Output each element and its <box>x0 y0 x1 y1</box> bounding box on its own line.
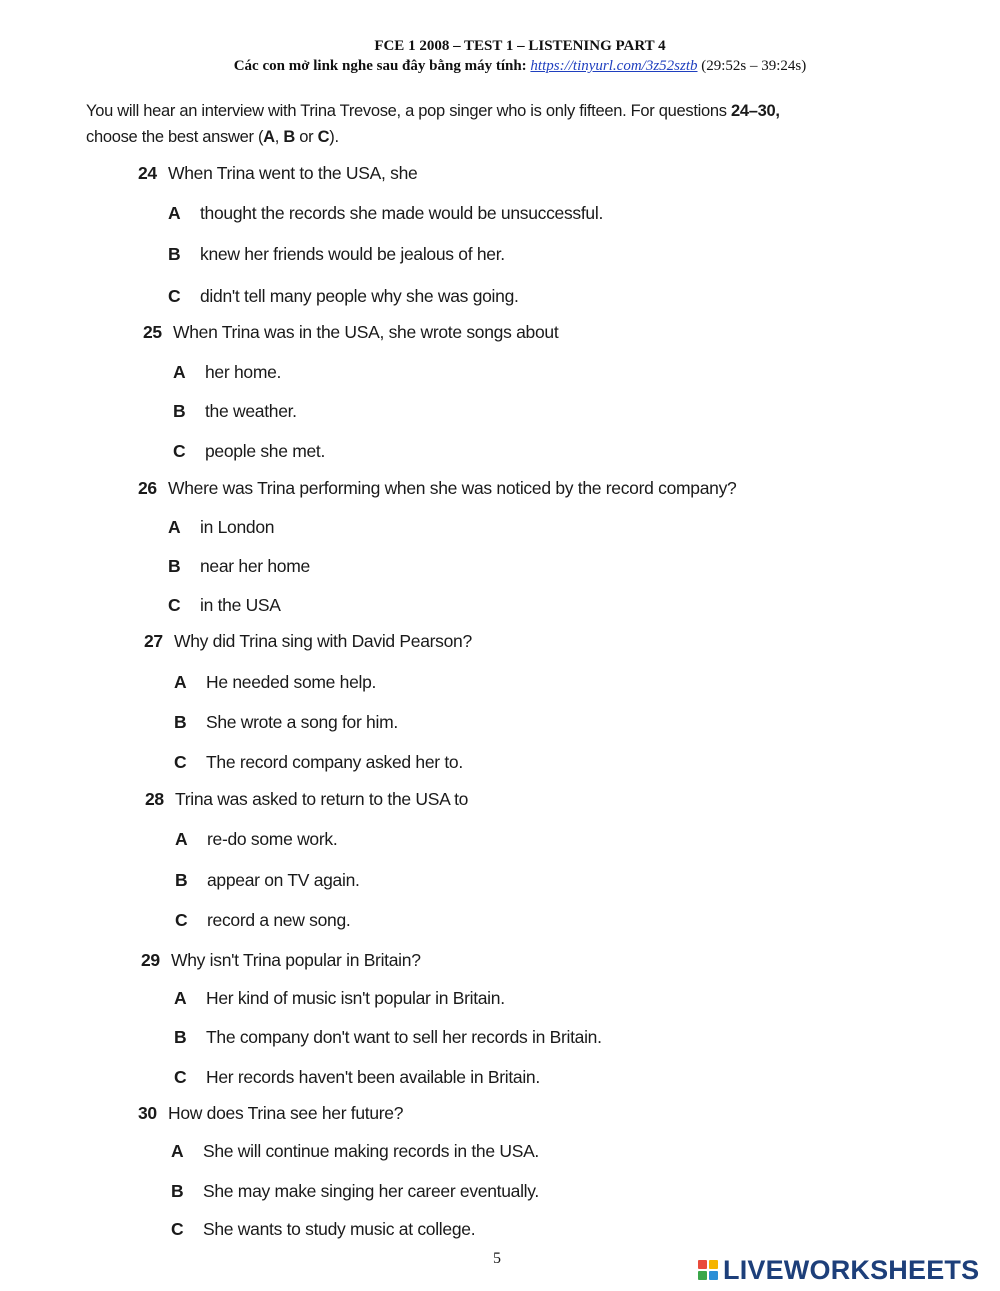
option-25-b[interactable] <box>173 401 297 422</box>
separator: , <box>274 128 284 146</box>
option-28-c[interactable] <box>175 910 350 931</box>
option-letter: C <box>168 595 181 615</box>
question-27 <box>144 631 472 652</box>
option-text: He needed some help. <box>206 672 377 692</box>
option-text: record a new song. <box>207 910 351 930</box>
document-header <box>0 36 1000 76</box>
option-letter: B <box>174 1027 187 1047</box>
option-text: She wrote a song for him. <box>206 712 398 732</box>
option-text: in the USA <box>200 595 281 615</box>
option-26-c[interactable] <box>168 595 281 616</box>
audio-link[interactable]: https://tinyurl.com/3z52sztb <box>530 58 698 74</box>
option-text: didn't tell many people why she was going. <box>200 286 519 306</box>
question-text: Trina was asked to return to the USA to <box>175 789 469 809</box>
question-number: 25 <box>143 322 162 342</box>
option-text: The company don't want to sell her records in Britain. <box>206 1027 602 1047</box>
separator: or <box>294 128 318 146</box>
option-text: Her kind of music isn't popular in Britain. <box>206 988 505 1008</box>
question-28 <box>145 789 468 810</box>
option-text: appear on TV again. <box>207 870 360 890</box>
question-number: 28 <box>145 789 164 809</box>
liveworksheets-logo-icon <box>698 1260 718 1280</box>
question-number: 29 <box>141 950 160 970</box>
option-letter: B <box>171 1181 184 1201</box>
option-27-b[interactable] <box>174 712 398 733</box>
option-letter: C <box>174 752 187 772</box>
page-subtitle <box>0 56 1000 76</box>
option-30-b[interactable] <box>171 1181 539 1202</box>
option-letter: C <box>175 910 188 930</box>
choice-b-label: B <box>283 128 295 146</box>
option-text: She wants to study music at college. <box>203 1219 476 1239</box>
option-29-b[interactable] <box>174 1027 602 1048</box>
option-letter: B <box>168 556 181 576</box>
option-letter: A <box>175 829 188 849</box>
instructions-line2: choose the best answer ( <box>86 128 264 146</box>
option-24-b[interactable] <box>168 244 505 265</box>
subtitle-text: Các con mở link nghe sau đây bằng máy tính: <box>233 58 527 74</box>
option-text: re-do some work. <box>207 829 338 849</box>
question-text: Why isn't Trina popular in Britain? <box>171 950 421 970</box>
option-letter: C <box>168 286 181 306</box>
option-letter: A <box>171 1141 184 1161</box>
logo-square <box>709 1260 718 1269</box>
option-letter: A <box>168 203 181 223</box>
option-29-c[interactable] <box>174 1067 540 1088</box>
option-27-a[interactable] <box>174 672 376 693</box>
logo-square <box>698 1271 707 1280</box>
option-text: The record company asked her to. <box>206 752 463 772</box>
option-24-a[interactable] <box>168 203 603 224</box>
option-29-a[interactable] <box>174 988 505 1009</box>
logo-text: LIVEWORKSHEETS <box>723 1254 980 1285</box>
option-text: near her home <box>200 556 310 576</box>
option-26-b[interactable] <box>168 556 310 577</box>
option-text: in London <box>200 517 275 537</box>
instructions <box>86 98 846 150</box>
option-text: Her records haven't been available in Britain. <box>206 1067 540 1087</box>
question-text: When Trina went to the USA, she <box>168 163 418 183</box>
option-letter: A <box>174 672 187 692</box>
option-28-a[interactable] <box>175 829 337 850</box>
option-30-a[interactable] <box>171 1141 539 1162</box>
option-25-c[interactable] <box>173 441 325 462</box>
option-30-c[interactable] <box>171 1219 475 1240</box>
option-letter: B <box>168 244 181 264</box>
option-text: knew her friends would be jealous of her. <box>200 244 505 264</box>
logo-square <box>709 1271 718 1280</box>
option-text: thought the records she made would be unsuccessful. <box>200 203 604 223</box>
question-number: 26 <box>138 478 157 498</box>
option-text: people she met. <box>205 441 326 461</box>
question-range: 24–30, <box>731 102 780 120</box>
option-24-c[interactable] <box>168 286 519 307</box>
choice-a-label: A <box>263 128 275 146</box>
question-number: 27 <box>144 631 163 651</box>
option-25-a[interactable] <box>173 362 281 383</box>
question-26 <box>138 478 736 499</box>
question-text: Why did Trina sing with David Pearson? <box>174 631 472 651</box>
option-26-a[interactable] <box>168 517 274 538</box>
option-letter: B <box>173 401 186 421</box>
option-text: She may make singing her career eventually. <box>203 1181 539 1201</box>
option-letter: A <box>174 988 187 1008</box>
option-text: She will continue making records in the USA. <box>203 1141 539 1161</box>
question-number: 24 <box>138 163 157 183</box>
option-letter: B <box>175 870 188 890</box>
question-25 <box>143 322 558 343</box>
option-28-b[interactable] <box>175 870 360 891</box>
option-text: the weather. <box>205 401 297 421</box>
option-letter: C <box>174 1067 187 1087</box>
question-30 <box>138 1103 403 1124</box>
choice-c-label: C <box>317 128 330 146</box>
option-text: her home. <box>205 362 282 382</box>
question-text: When Trina was in the USA, she wrote songs about <box>173 322 559 342</box>
option-letter: B <box>174 712 187 732</box>
question-text: How does Trina see her future? <box>168 1103 404 1123</box>
instructions-end: ). <box>329 128 339 146</box>
question-29 <box>141 950 421 971</box>
option-letter: C <box>171 1219 184 1239</box>
question-text: Where was Trina performing when she was noticed by the record company? <box>168 478 737 498</box>
option-27-c[interactable] <box>174 752 463 773</box>
question-24 <box>138 163 417 184</box>
page-number: 5 <box>493 1250 501 1267</box>
logo-square <box>698 1260 707 1269</box>
question-number: 30 <box>138 1103 157 1123</box>
page-title: FCE 1 2008 – TEST 1 – LISTENING PART 4 <box>374 38 666 54</box>
option-letter: A <box>168 517 181 537</box>
option-letter: A <box>173 362 186 382</box>
liveworksheets-logo <box>698 1255 979 1285</box>
time-range: (29:52s – 39:24s) <box>701 58 807 74</box>
option-letter: C <box>173 441 186 461</box>
instructions-line1: You will hear an interview with Trina Trevose, a pop singer who is only fifteen. For questions <box>86 102 727 120</box>
